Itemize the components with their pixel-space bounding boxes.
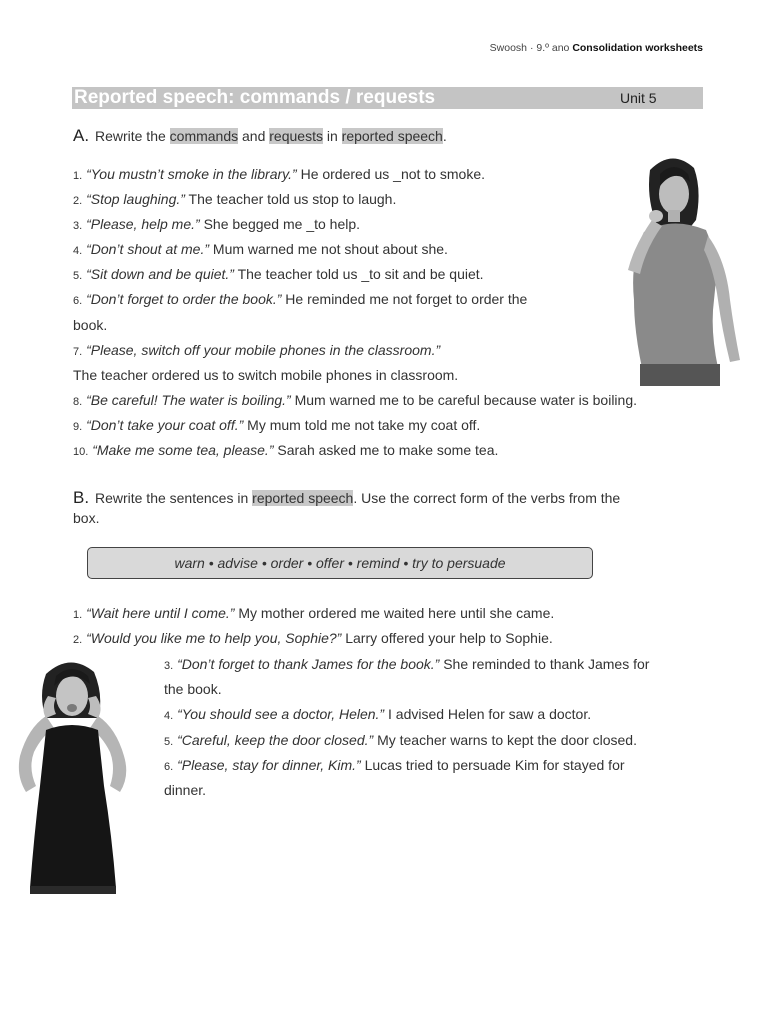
item-number: 2. [73, 634, 83, 646]
item-quote: “Sit down and be quiet.” [86, 266, 234, 282]
item-answer: I advised Helen for saw a doctor. [384, 706, 592, 722]
section-a-text: and [238, 128, 270, 144]
b-item-4 [164, 706, 591, 722]
item-number: 1. [73, 170, 83, 182]
b-item-6-continued: dinner. [164, 782, 207, 798]
item-quote: “You should see a doctor, Helen.” [177, 706, 385, 722]
item-quote: “Don’t forget to thank James for the book.” [177, 656, 440, 672]
a-item-6 [73, 291, 527, 307]
header-prefix: Swoosh · 9.º ano [489, 42, 570, 54]
title-bar [72, 87, 703, 109]
item-number: 1. [73, 609, 83, 621]
item-answer: Sarah asked me to make some tea. [273, 442, 499, 458]
item-answer: Larry offered your help to Sophie. [341, 630, 553, 646]
section-b-text: . Use the correct form of the verbs from the [353, 490, 621, 506]
worksheet-header [490, 42, 703, 54]
item-answer: He reminded me not forget to order the [281, 291, 528, 307]
item-quote: “Would you like me to help you, Sophie?” [86, 630, 342, 646]
item-quote: “You mustn’t smoke in the library.” [86, 166, 297, 182]
item-quote: “Please, help me.” [86, 216, 200, 232]
section-b-letter: B. [73, 488, 90, 507]
a-item-1 [73, 166, 485, 182]
a-item-9 [73, 417, 480, 433]
b-item-1 [73, 605, 554, 621]
a-item-7-continued: The teacher ordered us to switch mobile phones in classroom. [73, 367, 459, 383]
item-quote: “Please, stay for dinner, Kim.” [177, 757, 361, 773]
section-b-heading [73, 488, 620, 508]
item-quote: “Careful, keep the door closed.” [177, 732, 374, 748]
item-answer: The teacher told us stop to laugh. [184, 191, 397, 207]
section-a-letter: A. [73, 126, 90, 145]
item-quote: “Stop laughing.” [86, 191, 185, 207]
item-answer: The teacher told us _to sit and be quiet. [233, 266, 484, 282]
a-item-5 [73, 266, 484, 282]
item-number: 3. [73, 220, 83, 232]
a-item-6-continued: book. [73, 317, 108, 333]
highlight-commands: commands [169, 128, 239, 144]
item-number: 4. [164, 710, 174, 722]
item-answer: Mum warned me not shout about she. [209, 241, 448, 257]
item-number: 10. [73, 446, 89, 458]
b-item-3 [164, 656, 649, 672]
item-quote: “Don’t take your coat off.” [86, 417, 244, 433]
header-bold: Consolidation worksheets [572, 42, 703, 54]
woman-calling-out-photo [12, 656, 134, 894]
item-quote: “Be careful! The water is boiling.” [86, 392, 291, 408]
item-quote: “Please, switch off your mobile phones in the classroom.” [86, 342, 441, 358]
item-answer: My mum told me not take my coat off. [243, 417, 481, 433]
unit-label: Unit 5 [620, 90, 657, 106]
item-number: 8. [73, 396, 83, 408]
b-item-6 [164, 757, 625, 773]
a-item-7 [73, 342, 440, 358]
item-answer: Mum warned me to be careful because water is boiling. [290, 392, 637, 408]
item-number: 4. [73, 245, 83, 257]
a-item-8 [73, 392, 637, 408]
b-item-5 [164, 732, 637, 748]
highlight-reported-speech: reported speech [252, 490, 354, 506]
item-answer: Lucas tried to persuade Kim for stayed for [360, 757, 625, 773]
item-number: 6. [164, 761, 174, 773]
a-item-2 [73, 191, 396, 207]
item-answer: My teacher warns to kept the door closed. [373, 732, 637, 748]
a-item-4 [73, 241, 448, 257]
item-number: 2. [73, 195, 83, 207]
item-number: 5. [164, 736, 174, 748]
b-item-2 [73, 630, 553, 646]
section-a-text: in [322, 128, 342, 144]
item-number: 3. [164, 660, 174, 672]
section-b-heading-continued: box. [73, 510, 100, 526]
section-a-heading [73, 126, 447, 146]
item-quote: “Wait here until I come.” [86, 605, 235, 621]
item-answer: She begged me _to help. [199, 216, 361, 232]
section-b-text: Rewrite the sentences in [94, 490, 253, 506]
item-number: 6. [73, 295, 83, 307]
section-a-text: Rewrite the [94, 128, 170, 144]
woman-pointing-photo [622, 150, 744, 386]
item-answer: She reminded to thank James for [439, 656, 650, 672]
item-number: 5. [73, 270, 83, 282]
item-quote: “Don’t shout at me.” [86, 241, 210, 257]
b-item-3-continued: the book. [164, 681, 222, 697]
verb-box: warn • advise • order • offer • remind • try to persuade [87, 547, 593, 579]
item-number: 7. [73, 346, 83, 358]
item-answer: My mother ordered me waited here until she came. [234, 605, 555, 621]
highlight-requests: requests [269, 128, 323, 144]
item-number: 9. [73, 421, 83, 433]
item-quote: “Make me some tea, please.” [92, 442, 274, 458]
item-quote: “Don’t forget to order the book.” [86, 291, 282, 307]
a-item-3 [73, 216, 360, 232]
highlight-reported-speech: reported speech [341, 128, 443, 144]
section-a-text: . [442, 128, 447, 144]
item-answer: He ordered us _not to smoke. [296, 166, 486, 182]
a-item-10 [73, 442, 498, 458]
page-title: Reported speech: commands / requests [74, 87, 436, 108]
